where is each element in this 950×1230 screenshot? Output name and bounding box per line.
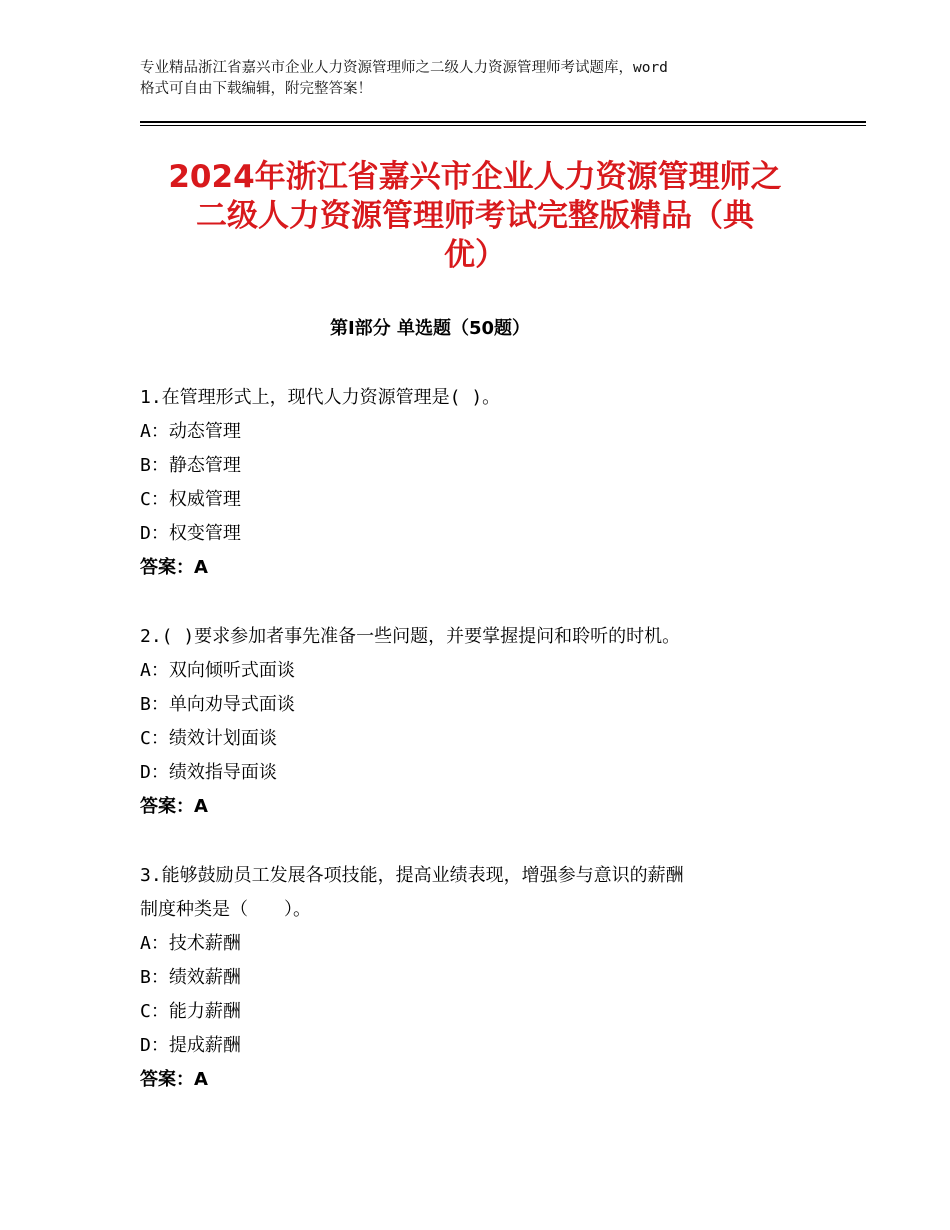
question-stem: 1.在管理形式上，现代人力资源管理是( )。 [140,387,501,408]
option-a: A：双向倾听式面谈 [140,660,295,681]
option-c: C：权威管理 [140,489,241,510]
answer: 答案：A [140,1069,208,1090]
option-c: C：能力薪酬 [140,1001,241,1022]
option-a: A：动态管理 [140,421,241,442]
header-note-line-1: 专业精品浙江省嘉兴市企业人力资源管理师之二级人力资源管理师考试题库，word [140,60,668,76]
question-1 [140,381,840,585]
header-note-line-2: 格式可自由下载编辑，附完整答案！ [140,81,372,97]
document-title-line-3: 优） [444,237,506,273]
option-b: B：单向劝导式面谈 [140,694,295,715]
option-a: A：技术薪酬 [140,933,241,954]
option-d: D：提成薪酬 [140,1035,241,1056]
question-stem: 2.( )要求参加者事先准备一些问题，并要掌握提问和聆听的时机。 [140,626,681,647]
option-b: B：绩效薪酬 [140,967,241,988]
header-divider-thick [140,121,866,123]
question-stem-line-1: 3.能够鼓励员工发展各项技能，提高业绩表现，增强参与意识的薪酬 [140,865,684,886]
option-d: D：权变管理 [140,523,241,544]
option-c: C：绩效计划面谈 [140,728,277,749]
document-title [100,158,850,275]
section-title: 第Ⅰ部分 单选题（50题） [329,318,530,339]
question-2 [140,620,840,824]
document-title-line-2: 二级人力资源管理师考试完整版精品（典 [196,198,754,234]
option-b: B：静态管理 [140,455,241,476]
answer: 答案：A [140,796,208,817]
header-note [140,58,830,100]
question-3 [140,859,840,1097]
question-stem-line-2: 制度种类是（ ）。 [140,899,311,920]
option-d: D：绩效指导面谈 [140,762,277,783]
header-divider-thin [140,125,866,126]
document-title-line-1: 2024年浙江省嘉兴市企业人力资源管理师之 [168,159,782,195]
answer: 答案：A [140,557,208,578]
